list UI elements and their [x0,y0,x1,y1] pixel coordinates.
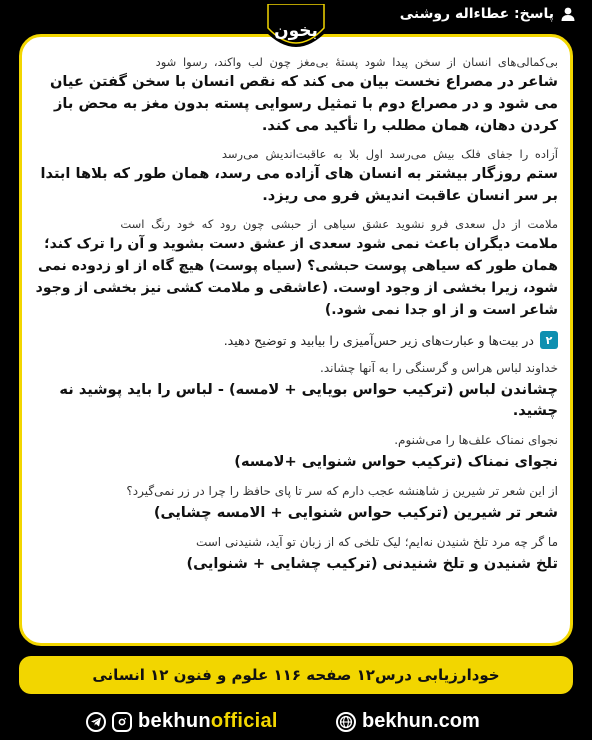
verse-line: ملامت از دل سعدی فرو نشوید عشق سیاهی از حبشی چون رود که خود رنگ است [120,217,558,231]
logo [262,4,330,58]
question-text: خداوند لباس هراس و گرسنگی را به آنها چشاند. [320,361,558,375]
exercise-heading [34,331,558,349]
logo-badge-icon [262,4,330,58]
instagram-icon[interactable] [112,712,132,732]
social-handle[interactable] [86,710,278,733]
footer-bar [0,700,592,740]
website-link[interactable] [336,710,480,733]
globe-icon [336,712,356,732]
answer-text: نجوای نمناک (ترکیب حواس شنوایی +لامسه) [234,453,558,470]
exercise-instruction: در بیت‌ها و عبارت‌های زیر حس‌آمیزی را بیابید و توضیح دهید. [223,332,534,348]
content-card [19,34,573,646]
verse-line: بی‌کمالی‌های انسان از سخن پیدا شود پستهٔ بی‌مغز چون لب واکند، رسوا شود [155,55,558,69]
answer-text: شعر تر شیرین (ترکیب حواس شنوایی + الامسه چشایی) [153,504,558,521]
answer-content [34,55,558,586]
explanation-text: ملامت دیگران باعث نمی شود سعدی از عشق دست بشوید و آن را ترک کند؛ همان طور که سیاهی پوست حبشی؟ (سیاه پوست) هیچ گاه از او زدوده نمی شود، زیرا بخشی از وجود اوست. (عاشقی و ملامت کشی نیز بخشی از وجود شاعر است و از او جدا نمی شود.) [35,236,558,318]
telegram-icon[interactable] [86,712,106,732]
question-text: از این شعر تر شیرین ز شاهنشه عجب دارم که سر تا پای حافظ را چرا در زر نمی‌گیرد؟ [126,484,558,498]
explanation-text: ستم روزگار بیشتر به انسان های آزاده می رسد، همان طور که بلاها ابتدا بر سر انسان عاقبت اندیش فرو می ریزد. [40,165,558,204]
verse-line: آزاده را جفای فلک بیش می‌رسد اول بلا به عاقبت‌اندیش می‌رسد [221,147,558,161]
author-text: پاسخ: عطاءاله روشنی [399,6,554,22]
website-text[interactable]: bekhun.com [362,710,480,732]
question-text: ما گر چه مرد تلخ شنیدن نه‌ایم؛ لیک تلخی که از زبان تو آید، شنیدنی است [195,535,558,549]
answer-text: تلخ شنیدن و تلخ شنیدنی (ترکیب چشایی + شنوایی) [186,555,558,572]
user-icon [560,6,576,22]
lesson-banner [19,656,573,694]
question-text: نجوای نمناک علف‌ها را می‌شنوم. [394,433,558,447]
brand-handle[interactable]: bekhunofficial [138,710,278,732]
lesson-text: خودارزیابی درس۱۲ صفحه ۱۱۶ علوم و فنون ۱۲ انسانی [92,666,500,684]
answer-text: چشاندن لباس (ترکیب حواس بویایی + لامسه) - لباس را باید پوشید نه چشید. [59,381,558,419]
author-line [400,6,576,22]
explanation-text: شاعر در مصراع نخست بیان می کند که نقص انسان با سخن گفتن عیان می شود و در مصراع دوم با تمثیل رسوایی پسته بدون مغز به محض باز کردن دهان، همان مطلب را تأکید می کند. [49,73,558,134]
svg-text:بخون: بخون [274,21,318,41]
exercise-number-badge: ۲ [540,331,558,349]
